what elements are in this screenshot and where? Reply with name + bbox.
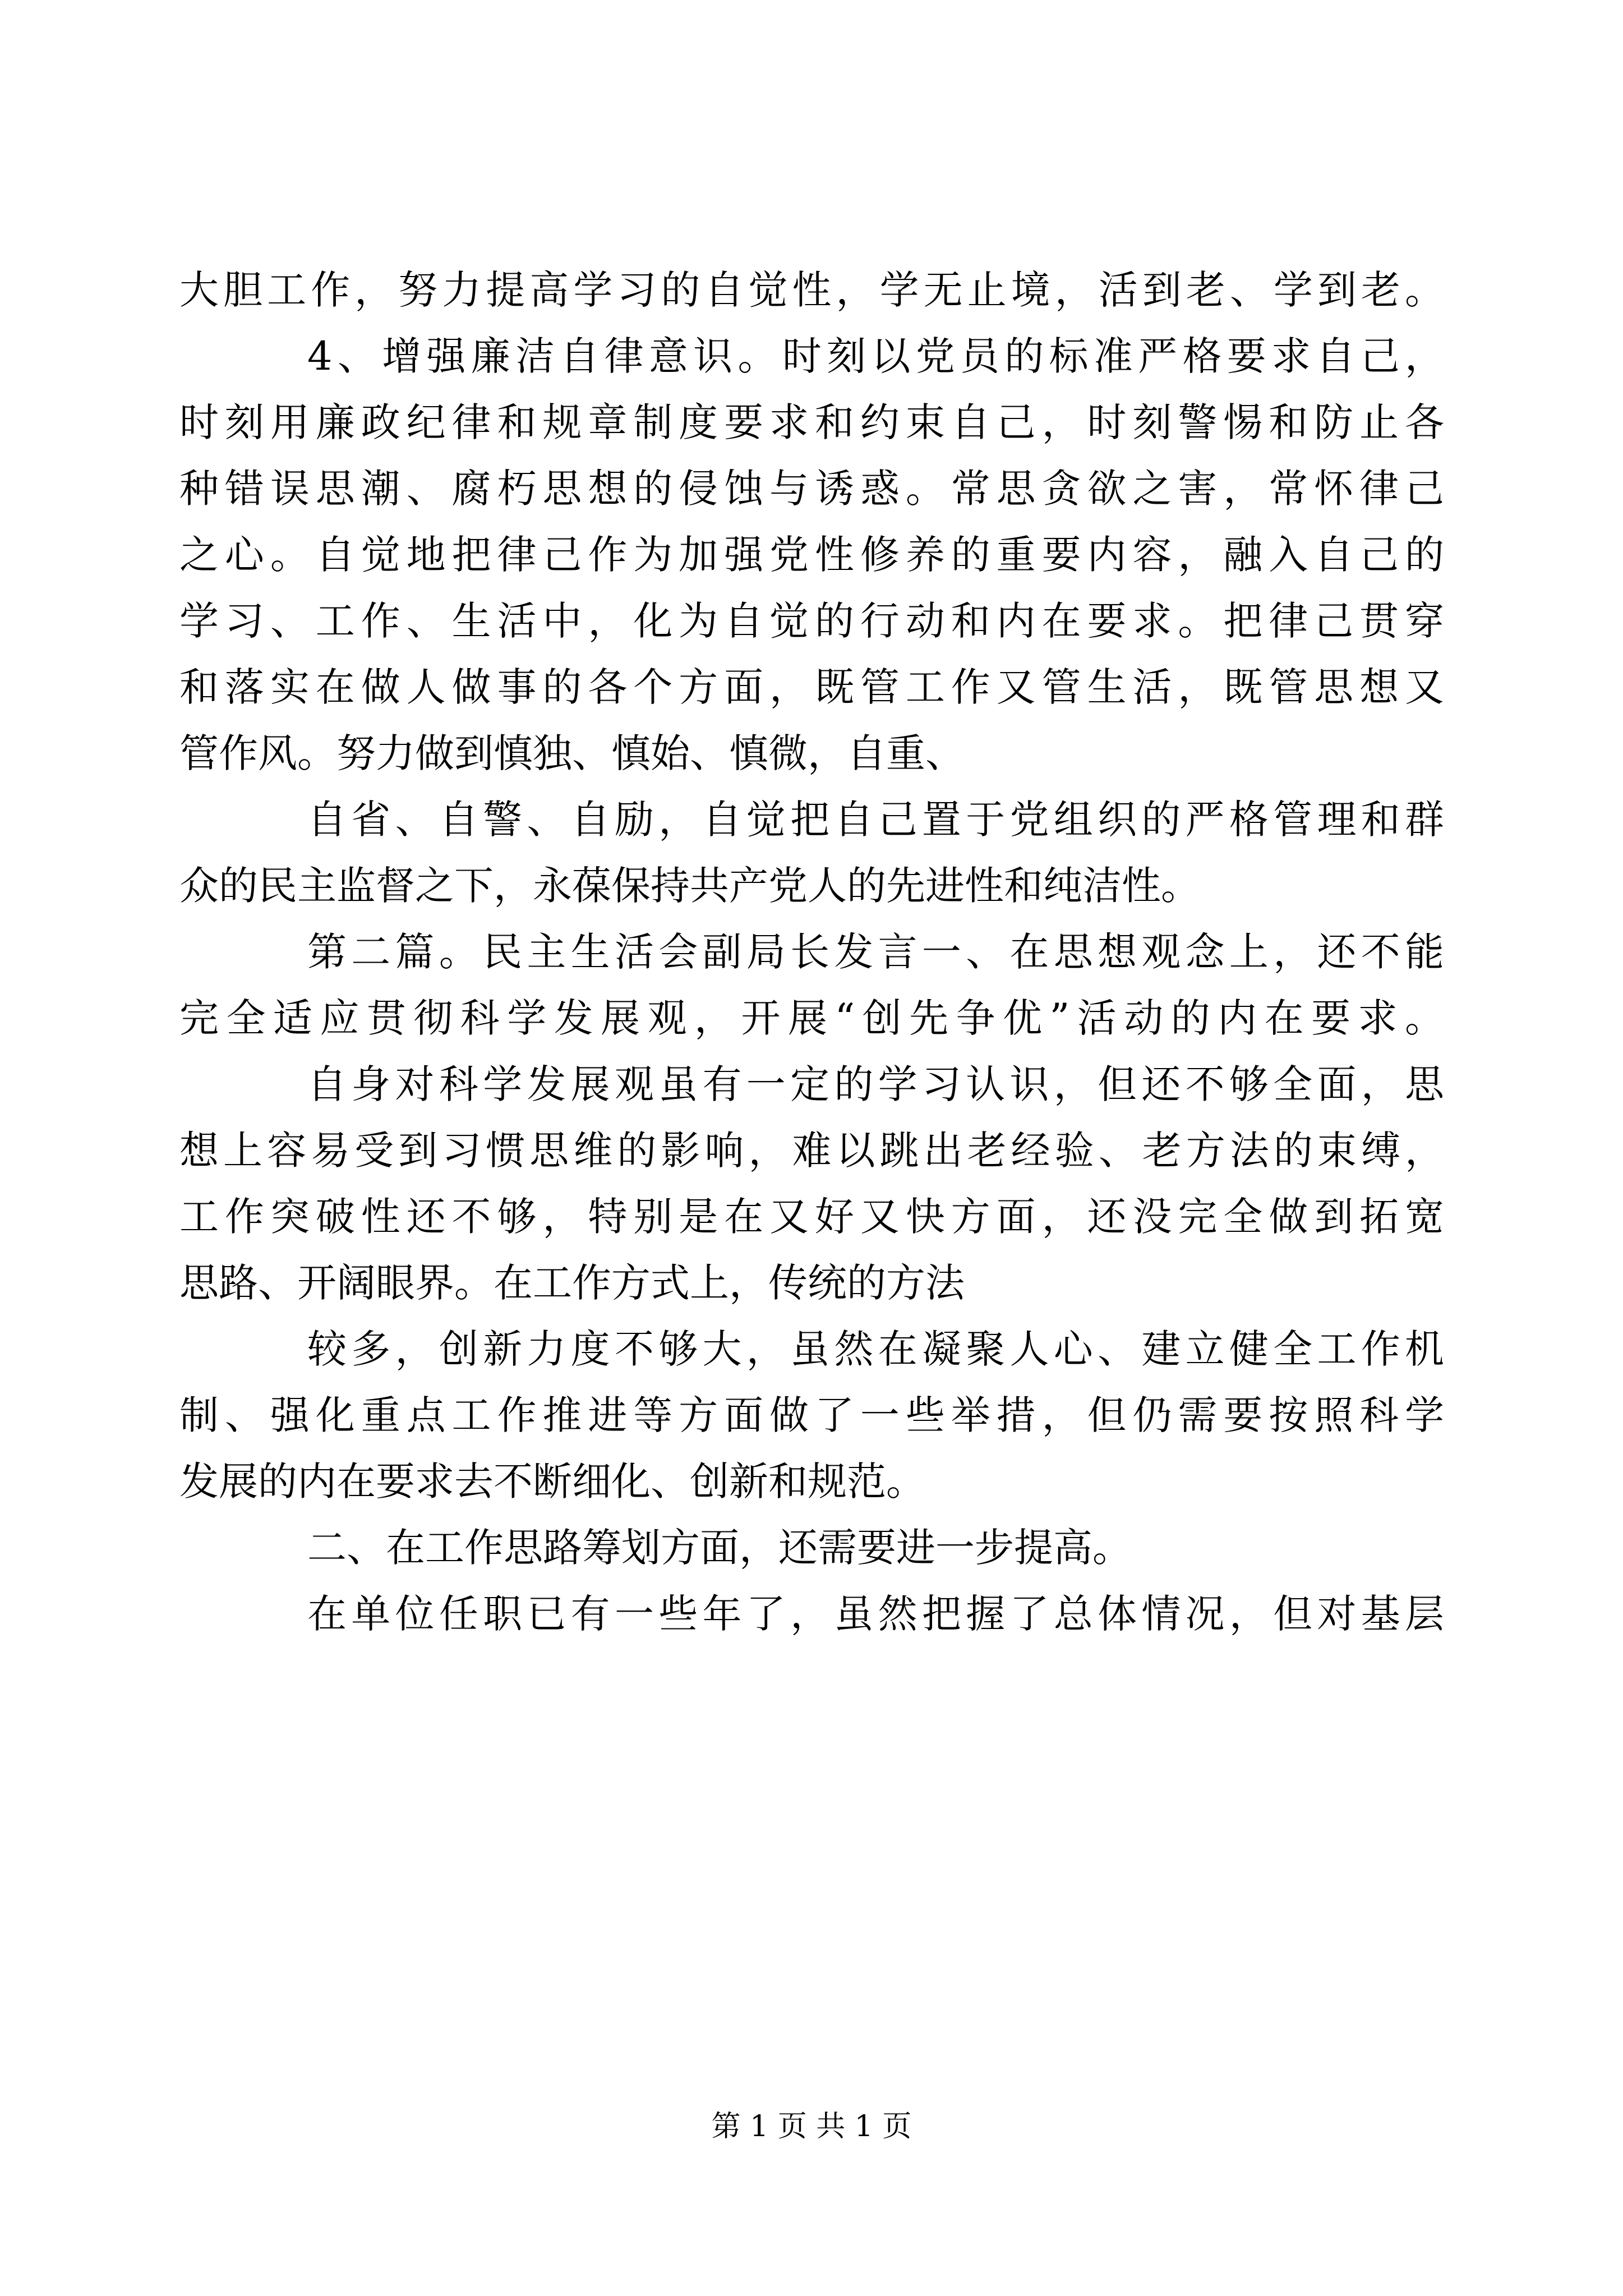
text-line: 完全适应贯彻科学发展观，开展“创先争优”活动的内在要求。 [179,995,1444,1041]
text-line: 种错误思潮、腐朽思想的侵蚀与诱惑。常思贪欲之害，常怀律己 [179,466,1444,512]
text-line: 管作风。努力做到慎独、慎始、慎微，自重、 [179,730,965,776]
text-line: 制、强化重点工作推进等方面做了一些举措，但仍需要按照科学 [179,1392,1444,1438]
text-line: 4、增强廉洁自律意识。时刻以党员的标准严格要求自己， [307,333,1444,379]
text-line: 二、在工作思路筹划方面，还需要进一步提高。 [307,1525,1132,1571]
document-body [179,257,1444,1647]
text-line: 较多，创新力度不够大，虽然在凝聚人心、建立健全工作机 [307,1326,1444,1372]
text-line: 时刻用廉政纪律和规章制度要求和约束自己，时刻警惕和防止各 [179,399,1444,445]
text-line: 众的民主监督之下，永葆保持共产党人的先进性和纯洁性。 [179,863,1200,909]
text-line: 大胆工作，努力提高学习的自觉性，学无止境，活到老、学到老。 [179,267,1444,313]
text-line: 在单位任职已有一些年了，虽然把握了总体情况，但对基层 [307,1591,1444,1637]
text-line: 之心。自觉地把律己作为加强党性修养的重要内容，融入自己的 [179,532,1444,578]
text-line: 工作突破性还不够，特别是在又好又快方面，还没完全做到拓宽 [179,1194,1444,1240]
text-line: 自省、自警、自励，自觉把自己置于党组织的严格管理和群 [307,797,1444,843]
text-line: 思路、开阔眼界。在工作方式上，传统的方法 [179,1260,965,1306]
text-line: 学习、工作、生活中，化为自觉的行动和内在要求。把律己贯穿 [179,598,1444,644]
text-line: 和落实在做人做事的各个方面，既管工作又管生活，既管思想又 [179,664,1444,710]
page-footer: 第 1 页 共 1 页 [711,2110,912,2143]
text-line: 想上容易受到习惯思维的影响，难以跳出老经验、老方法的束缚， [179,1128,1444,1174]
text-line: 第二篇。民主生活会副局长发言一、在思想观念上，还不能 [307,929,1444,975]
text-line: 自身对科学发展观虽有一定的学习认识，但还不够全面，思 [307,1061,1444,1107]
text-line: 发展的内在要求去不断细化、创新和规范。 [179,1458,925,1504]
